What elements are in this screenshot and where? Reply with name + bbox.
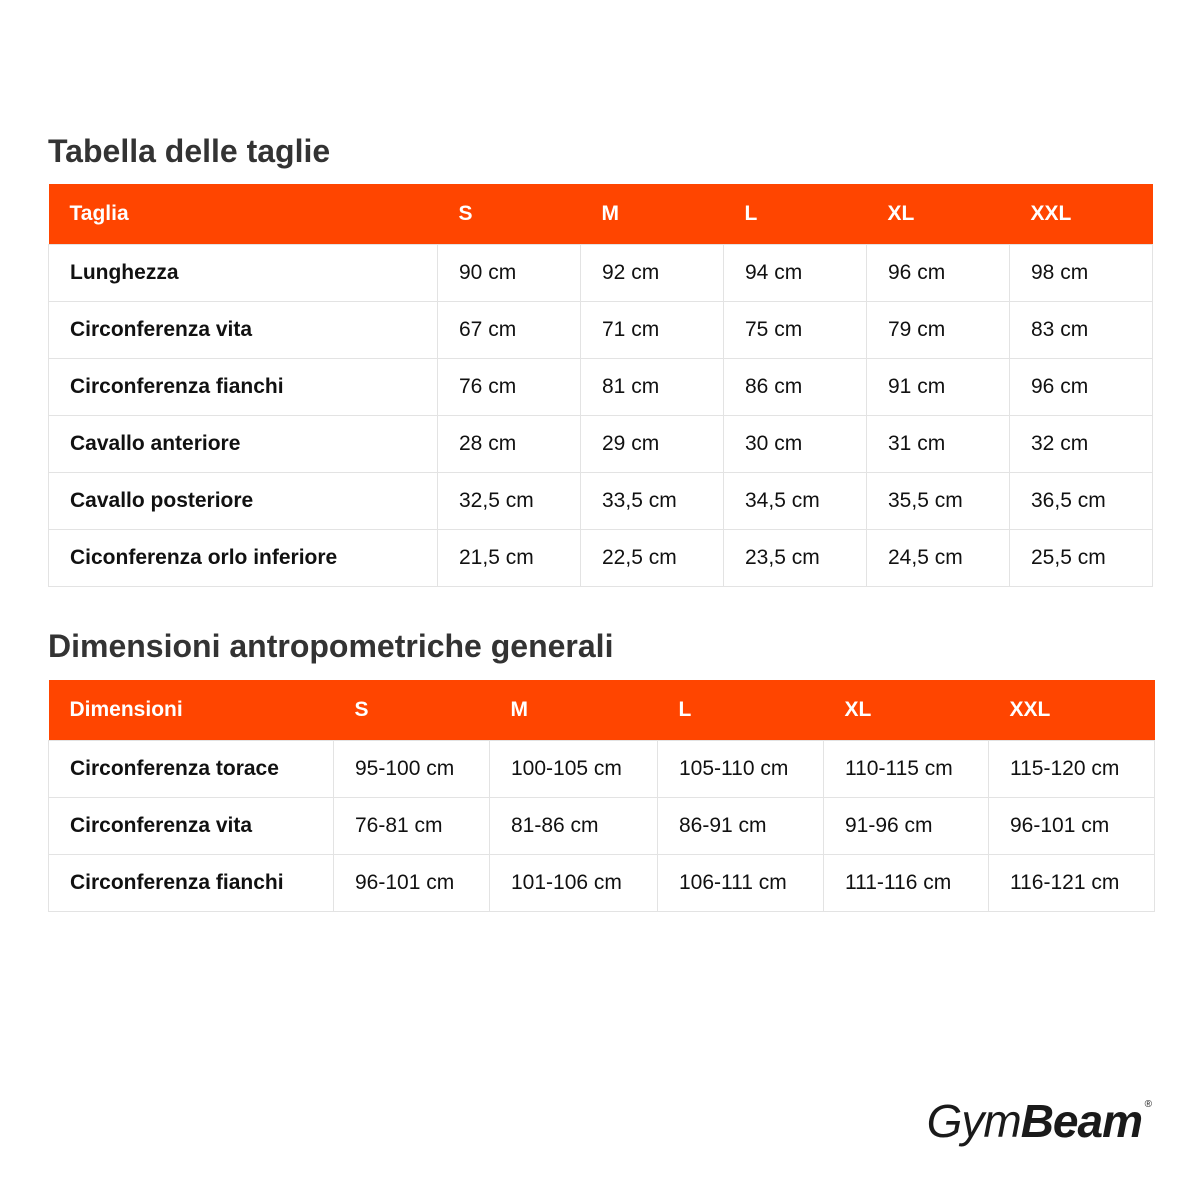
row-label: Ciconferenza orlo inferiore (49, 530, 438, 587)
table-cell: 75 cm (724, 302, 867, 359)
table-cell: 91-96 cm (824, 798, 989, 855)
table-cell: 36,5 cm (1010, 473, 1153, 530)
table-row (49, 855, 1155, 912)
header-cell: XXL (989, 680, 1155, 741)
table-cell: 24,5 cm (867, 530, 1010, 587)
table-cell: 76-81 cm (334, 798, 490, 855)
table-cell: 67 cm (438, 302, 581, 359)
table-row (49, 798, 1155, 855)
table-cell: 28 cm (438, 416, 581, 473)
table-row (49, 530, 1153, 587)
table-cell: 29 cm (581, 416, 724, 473)
table-cell: 96 cm (1010, 359, 1153, 416)
table-cell: 33,5 cm (581, 473, 724, 530)
size-table-title: Tabella delle taglie (48, 133, 331, 169)
row-label: Cavallo anteriore (49, 416, 438, 473)
table-cell: 96-101 cm (989, 798, 1155, 855)
header-cell: S (334, 680, 490, 741)
table-cell: 95-100 cm (334, 741, 490, 798)
table-cell: 31 cm (867, 416, 1010, 473)
table-cell: 90 cm (438, 245, 581, 302)
table-cell: 92 cm (581, 245, 724, 302)
table-cell: 71 cm (581, 302, 724, 359)
header-cell: Taglia (49, 184, 438, 245)
table-cell: 35,5 cm (867, 473, 1010, 530)
table-cell: 100-105 cm (490, 741, 658, 798)
header-cell: XXL (1010, 184, 1153, 245)
table-cell: 94 cm (724, 245, 867, 302)
row-label: Circonferenza vita (49, 798, 334, 855)
table-cell: 91 cm (867, 359, 1010, 416)
table-row (49, 245, 1153, 302)
table-cell: 106-111 cm (658, 855, 824, 912)
table-row (49, 416, 1153, 473)
table-cell: 23,5 cm (724, 530, 867, 587)
registered-mark: ® (1144, 1099, 1152, 1110)
header-cell: Dimensioni (49, 680, 334, 741)
row-label: Circonferenza fianchi (49, 855, 334, 912)
table-cell: 110-115 cm (824, 741, 989, 798)
body-dimensions-table (48, 680, 1155, 912)
table-cell: 86 cm (724, 359, 867, 416)
header-cell: S (438, 184, 581, 245)
table-cell: 83 cm (1010, 302, 1153, 359)
row-label: Lunghezza (49, 245, 438, 302)
header-cell: XL (824, 680, 989, 741)
table-cell: 79 cm (867, 302, 1010, 359)
table-cell: 98 cm (1010, 245, 1153, 302)
size-table (48, 184, 1153, 587)
table-cell: 76 cm (438, 359, 581, 416)
table-cell: 116-121 cm (989, 855, 1155, 912)
table-cell: 30 cm (724, 416, 867, 473)
table-cell: 22,5 cm (581, 530, 724, 587)
table-cell: 105-110 cm (658, 741, 824, 798)
table-cell: 34,5 cm (724, 473, 867, 530)
table-cell: 111-116 cm (824, 855, 989, 912)
table-row (49, 473, 1153, 530)
header-cell: L (658, 680, 824, 741)
table-cell: 81 cm (581, 359, 724, 416)
logo-text-gym: Gym (926, 1095, 1021, 1147)
body-table-header-row (49, 680, 1155, 741)
table-row (49, 302, 1153, 359)
table-cell: 81-86 cm (490, 798, 658, 855)
table-cell: 96-101 cm (334, 855, 490, 912)
table-row (49, 741, 1155, 798)
table-cell: 86-91 cm (658, 798, 824, 855)
table-cell: 32 cm (1010, 416, 1153, 473)
row-label: Cavallo posteriore (49, 473, 438, 530)
table-cell: 101-106 cm (490, 855, 658, 912)
header-cell: M (490, 680, 658, 741)
table-cell: 21,5 cm (438, 530, 581, 587)
table-row (49, 359, 1153, 416)
table-cell: 96 cm (867, 245, 1010, 302)
table-cell: 32,5 cm (438, 473, 581, 530)
header-cell: L (724, 184, 867, 245)
row-label: Circonferenza vita (49, 302, 438, 359)
body-table-title: Dimensioni antropometriche generali (48, 628, 614, 664)
gymbeam-logo (926, 1095, 1152, 1147)
table-cell: 115-120 cm (989, 741, 1155, 798)
size-table-header-row (49, 184, 1153, 245)
row-label: Circonferenza torace (49, 741, 334, 798)
table-cell: 25,5 cm (1010, 530, 1153, 587)
row-label: Circonferenza fianchi (49, 359, 438, 416)
logo-text-beam: Beam (1020, 1095, 1142, 1147)
header-cell: XL (867, 184, 1010, 245)
header-cell: M (581, 184, 724, 245)
